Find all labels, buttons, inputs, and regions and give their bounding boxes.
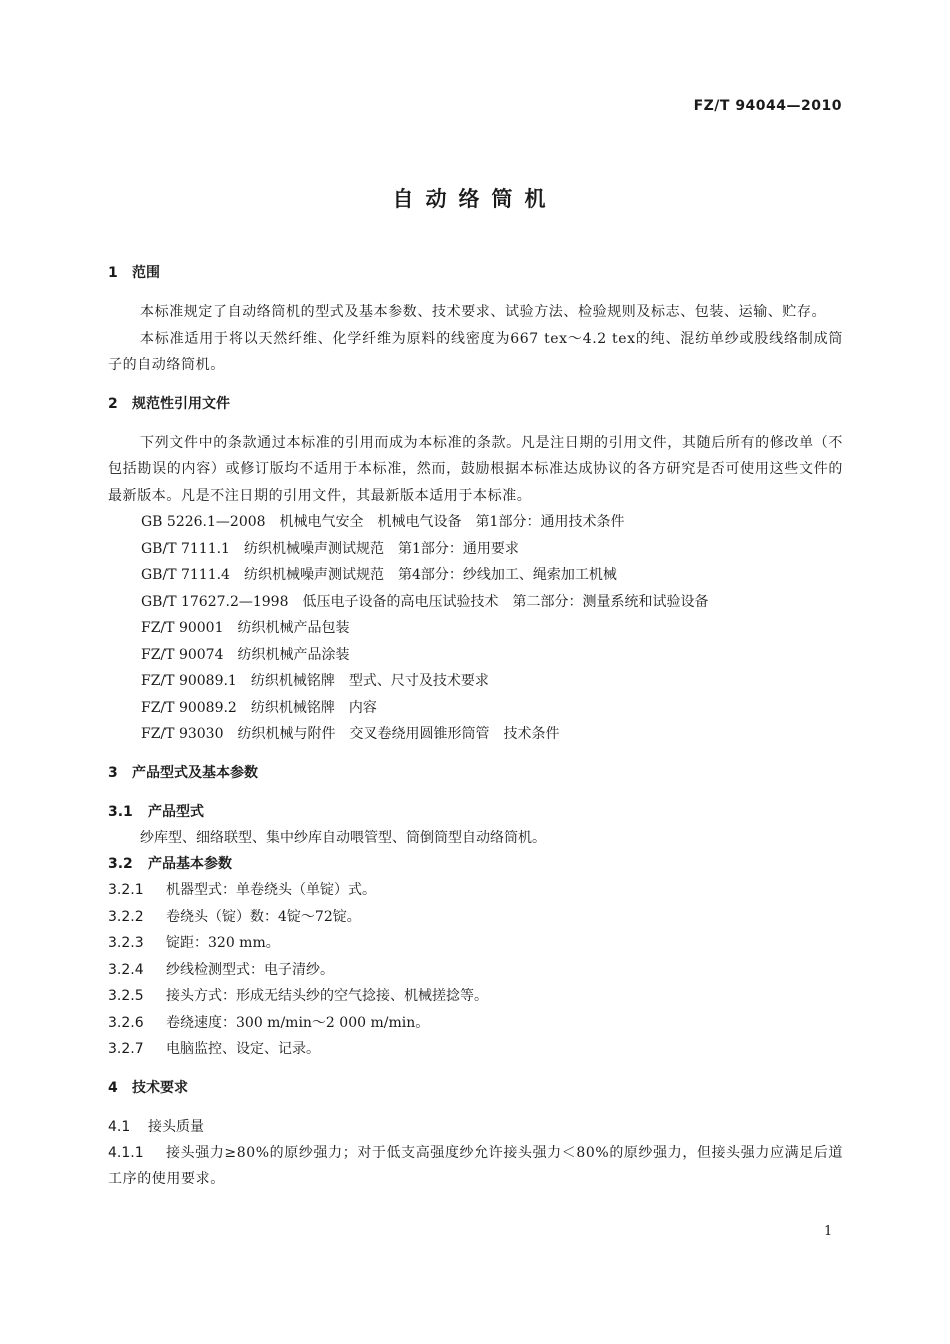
clause-number: 3.2.5 — [108, 988, 144, 1004]
clause-text: 电脑监控、设定、记录。 — [166, 1041, 320, 1057]
page-number: 1 — [824, 1224, 833, 1239]
reference-item: FZ/T 90001 纺织机械产品包装 — [141, 620, 350, 636]
section-title: 产品型式及基本参数 — [132, 764, 258, 781]
reference-item: GB/T 7111.1 纺织机械噪声测试规范 第1部分：通用要求 — [141, 540, 519, 557]
reference-item: FZ/T 90089.1 纺织机械铭牌 型式、尺寸及技术要求 — [141, 673, 489, 689]
reference-item: FZ/T 90089.2 纺织机械铭牌 内容 — [141, 699, 377, 716]
section-heading — [108, 1075, 843, 1101]
clause-item — [108, 930, 843, 957]
reference-item: GB 5226.1—2008 机械电气安全 机械电气设备 第1部分：通用技术条件 — [141, 514, 625, 530]
clause-item — [108, 1010, 843, 1037]
section-title: 技术要求 — [132, 1079, 188, 1096]
reference-item: FZ/T 90074 纺织机械产品涂装 — [141, 646, 350, 663]
reference-item: GB/T 7111.4 纺织机械噪声测试规范 第4部分：纱线加工、绳索加工机械 — [141, 567, 617, 583]
clause-text: 卷绕头（锭）数：4锭～72锭。 — [166, 908, 361, 925]
clause-text: 锭距：320 mm。 — [166, 935, 280, 951]
subsection-number: 4.1 — [108, 1118, 131, 1135]
clause-paragraph — [108, 1140, 843, 1193]
clause-text: 卷绕速度：300 m/min～2 000 m/min。 — [166, 1014, 430, 1031]
paragraph: 纱库型、细络联型、集中纱库自动喂管型、筒倒筒型自动络筒机。 — [140, 829, 546, 846]
subsection-heading — [108, 1114, 843, 1140]
document-title: 自动络筒机 — [392, 187, 558, 211]
clause-number: 3.2.6 — [108, 1014, 144, 1031]
clause-item — [108, 983, 843, 1010]
clause-number: 3.2.1 — [108, 882, 144, 898]
clause-number: 3.2.2 — [108, 908, 144, 925]
document-body — [108, 260, 843, 1193]
section-number: 1 — [108, 265, 118, 281]
clause-number: 3.2.7 — [108, 1041, 144, 1057]
clause-number: 4.1.1 — [108, 1144, 144, 1161]
standard-code: FZ/T 94044—2010 — [693, 98, 842, 114]
clause-item — [108, 877, 843, 904]
paragraph: 本标准适用于将以天然纤维、化学纤维为原料的线密度为667 tex～4.2 tex的纯、混纺单纱或股线络制成筒子的自动络筒机。 — [108, 330, 843, 373]
section-heading — [108, 260, 843, 286]
subsection-title: 接头质量 — [148, 1118, 204, 1135]
paragraph: 下列文件中的条款通过本标准的引用而成为本标准的条款。凡是注日期的引用文件，其随后所有的修改单（不包括勘误的内容）或修订版均不适用于本标准，然而，鼓励根据本标准达成协议的各方研究是否可使用这些文件的最新版本。凡是不注日期的引用文件，其最新版本适用于本标准。 — [108, 434, 843, 504]
subsection-number: 3.1 — [108, 803, 133, 820]
subsection-title: 产品型式 — [148, 803, 204, 820]
section-title: 规范性引用文件 — [132, 395, 230, 412]
paragraph: 本标准规定了自动络筒机的型式及基本参数、技术要求、试验方法、检验规则及标志、包装、运输、贮存。 — [140, 304, 827, 320]
clause-item — [108, 1036, 843, 1063]
clause-number: 3.2.4 — [108, 961, 144, 978]
subsection-heading — [108, 799, 843, 825]
clause-text: 接头方式：形成无结头纱的空气捻接、机械搓捻等。 — [166, 988, 488, 1004]
reference-item: GB/T 17627.2—1998 低压电子设备的高电压试验技术 第二部分：测量系统和试验设备 — [141, 593, 709, 610]
subsection-title: 产品基本参数 — [148, 856, 232, 872]
subsection-heading — [108, 851, 843, 877]
clause-number: 3.2.3 — [108, 935, 144, 951]
section-number: 2 — [108, 395, 118, 412]
subsection-number: 3.2 — [108, 856, 133, 872]
section-title: 范围 — [132, 265, 160, 281]
reference-item: FZ/T 93030 纺织机械与附件 交叉卷绕用圆锥形筒管 技术条件 — [141, 726, 560, 742]
clause-text: 接头强力≥80%的原纱强力；对于低支高强度纱允许接头强力＜80%的原纱强力，但接头强力应满足后道工序的使用要求。 — [108, 1144, 843, 1187]
section-heading — [108, 760, 843, 786]
section-number: 4 — [108, 1079, 118, 1096]
clause-item — [108, 904, 843, 931]
section-number: 3 — [108, 764, 118, 781]
clause-text: 纱线检测型式：电子清纱。 — [166, 961, 334, 978]
section-heading — [108, 391, 843, 417]
clause-text: 机器型式：单卷绕头（单锭）式。 — [166, 882, 376, 898]
clause-item — [108, 957, 843, 984]
